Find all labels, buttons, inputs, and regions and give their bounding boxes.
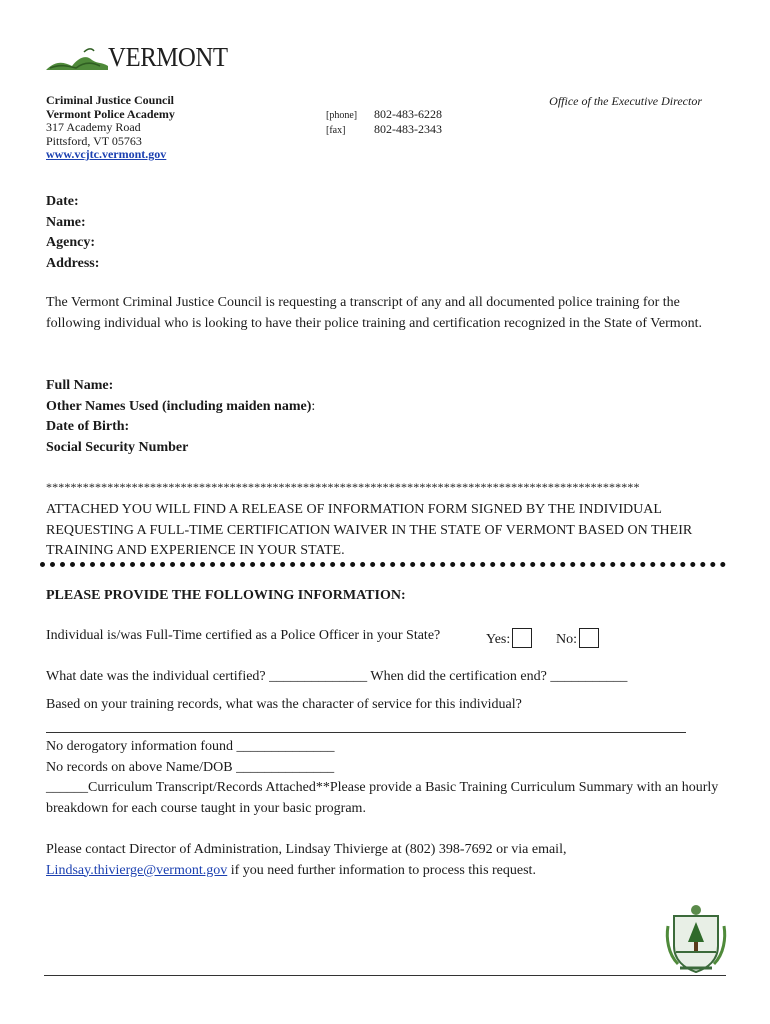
- website-link[interactable]: www.vcjtc.vermont.gov: [46, 147, 167, 162]
- academy-name: Vermont Police Academy: [46, 106, 175, 121]
- org-name: Criminal Justice Council: [46, 93, 174, 107]
- fax-label: [fax]: [326, 124, 346, 136]
- other-names-label: Other Names Used (including maiden name):: [46, 398, 316, 414]
- office-title: Office of the Executive Director: [549, 94, 702, 108]
- no-label: No:: [556, 632, 577, 647]
- no-checkbox[interactable]: [579, 628, 599, 648]
- closing-paragraph: [46, 840, 736, 881]
- logo-wordmark: VERMONT: [108, 42, 228, 72]
- character-of-service-question: Based on your training records, what was the character of service for this individual?: [46, 697, 522, 712]
- footer-divider: [44, 975, 726, 976]
- no-derogatory-option[interactable]: No derogatory information found ______________: [46, 739, 335, 754]
- section-heading: PLEASE PROVIDE THE FOLLOWING INFORMATION:: [46, 588, 406, 603]
- fax-number: 802-483-2343: [374, 121, 442, 136]
- closing-text-after: if you need further information to process this request.: [227, 862, 536, 878]
- street-address: 317 Academy Road: [46, 120, 141, 135]
- vermont-seal-icon: [664, 902, 728, 974]
- yes-label: Yes:: [486, 632, 511, 647]
- certification-dates-question[interactable]: What date was the individual certified? ______________ When did the certification end? ___________: [46, 669, 628, 684]
- email-link[interactable]: Lindsay.thivierge@vermont.gov: [46, 862, 228, 878]
- subject-fields: [46, 376, 315, 458]
- address-field-label: Address:: [46, 255, 100, 271]
- phone-number: 802-483-6228: [374, 107, 442, 121]
- agency-field-label: Agency:: [46, 235, 95, 251]
- no-option: [556, 628, 599, 648]
- response-options: [46, 737, 736, 819]
- attached-notice: ATTACHED YOU WILL FIND A RELEASE OF INFORMATION FORM SIGNED BY THE INDIVIDUAL REQUESTING A FULL-TIME CERTIFICATION WAIVER IN THE STATE OF VERMONT BASED ON THEIR TRAINING AND EXPERIENCE IN YOUR STATE.: [46, 502, 693, 559]
- ssn-label: Social Security Number: [46, 439, 189, 455]
- phone-label: [phone]: [326, 110, 358, 121]
- closing-text: Please contact Director of Administration, Lindsay Thivierge at (802) 398-7692 or via email,: [46, 842, 567, 857]
- answer-line[interactable]: [46, 732, 686, 733]
- yes-option: [486, 628, 532, 648]
- contact-numbers: [326, 108, 442, 137]
- asterisk-divider: *************************************************************************************************: [46, 480, 640, 494]
- letterhead-address: [46, 94, 175, 162]
- intro-paragraph: The Vermont Criminal Justice Council is requesting a transcript of any and all documented police training for the following individual who is looking to have their police training and certification recognized in the State of Vermont.: [46, 295, 703, 331]
- date-field-label: Date:: [46, 194, 79, 209]
- no-records-option[interactable]: No records on above Name/DOB ______________: [46, 759, 335, 775]
- full-name-label: Full Name:: [46, 378, 114, 393]
- certified-question: Individual is/was Full-Time certified as a Police Officer in your State?: [46, 628, 441, 643]
- city-address: Pittsford, VT 05763: [46, 133, 142, 148]
- curriculum-option[interactable]: ______Curriculum Transcript/Records Attached**Please provide a Basic Training Curriculum Summary with an hourly breakdown for each course taught in your basic program.: [46, 780, 719, 816]
- name-field-label: Name:: [46, 214, 86, 230]
- dob-label: Date of Birth:: [46, 419, 130, 435]
- yes-checkbox[interactable]: [512, 628, 532, 648]
- vermont-logo: [46, 42, 246, 74]
- dotted-divider: [40, 562, 726, 567]
- mountain-logo-icon: [46, 46, 108, 74]
- recipient-fields: [46, 192, 99, 274]
